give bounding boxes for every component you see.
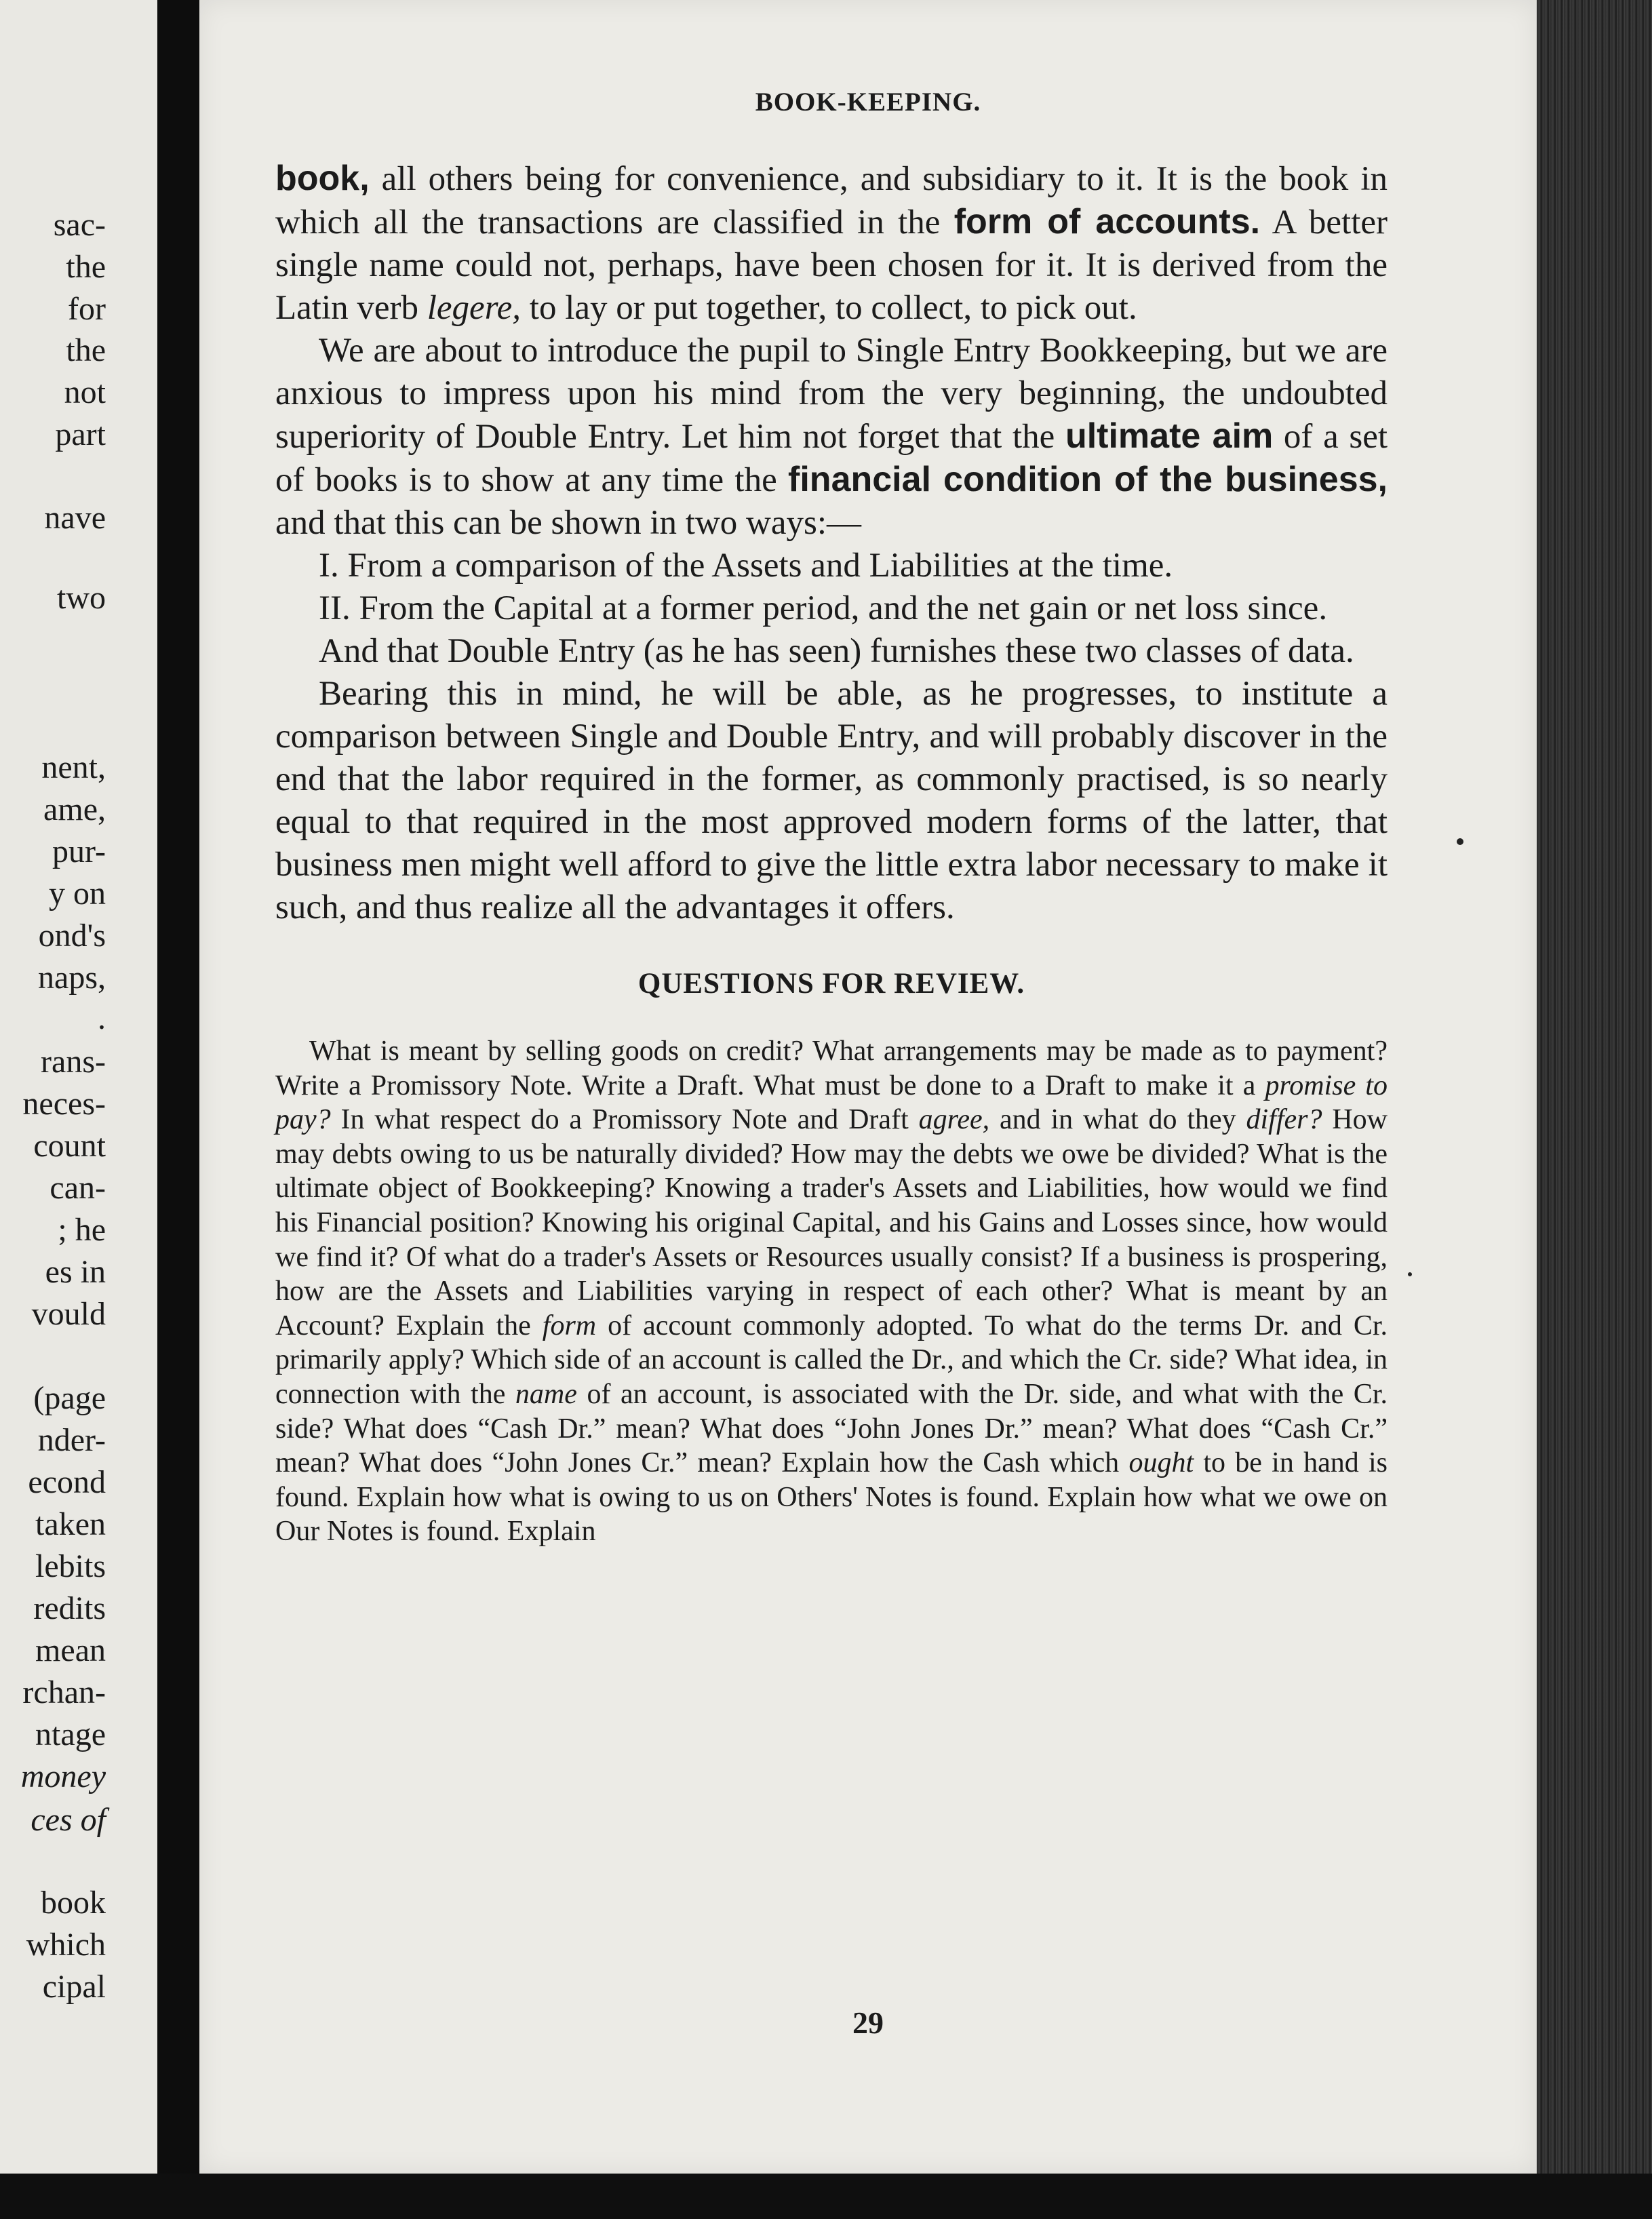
paragraph-2-text-c: and that this can be shown in two ways:—	[275, 504, 862, 542]
body-text	[275, 157, 1388, 1549]
left-page-fragment: rans-	[41, 1044, 106, 1080]
left-page-fragment: sac-	[53, 207, 106, 243]
print-speck	[1457, 838, 1463, 845]
left-page-fragment: nave	[44, 500, 106, 536]
left-page-fragment: neces-	[22, 1086, 106, 1122]
paragraph-2-text-b: of a set of books is to show at any time the	[275, 418, 1388, 499]
questions-text-2: In what respect do a Promissory Note and Draft	[330, 1104, 919, 1136]
questions-italic-2: agree,	[918, 1104, 990, 1136]
questions-text-1: What is meant by selling goods on credit? What arrangements may be made as to payment? Write a Promissory Note. Write a Draft. What must be done to a Draft to make it a	[275, 1036, 1388, 1101]
left-page-fragment: mean	[35, 1632, 106, 1668]
paragraph-1-text-a: all others being for convenience, and subsidiary to it. It is the book in which all the transactions are classified in the	[275, 160, 1388, 241]
questions-text-6: of an account, is associated with the Dr. side, and what with the Cr. side? What does “Cash Dr.” mean? What does “John Jones Dr.” mean? What does “Cash Cr.” mean? What does “John Jones Cr.” mean? Explain how the Cash which	[275, 1378, 1388, 1479]
left-page-fragment: the	[66, 332, 106, 368]
left-page-fragment: ond's	[38, 918, 106, 954]
left-page-fragment: the	[66, 249, 106, 285]
left-page-fragment: ; he	[58, 1212, 106, 1248]
left-page-fragment: money	[20, 1759, 106, 1794]
paragraph-1	[275, 157, 1388, 330]
left-page-fragment: book	[41, 1885, 106, 1921]
left-page-fragment: ame,	[43, 791, 106, 827]
questions-text-3: and in what do they	[989, 1104, 1246, 1136]
paragraph-1-text-b: A better single name could not, perhaps, have been chosen for it. It is derived from the Latin verb	[275, 203, 1388, 327]
left-page-fragment: redits	[33, 1590, 106, 1626]
questions-italic-4: form	[542, 1310, 597, 1341]
left-page-fragment: y on	[49, 876, 106, 911]
paragraph-5: And that Double Entry (as he has seen) furnishes these two classes of data.	[319, 632, 1354, 670]
left-page-fragment: taken	[35, 1506, 106, 1542]
paragraph-2	[275, 330, 1388, 545]
left-page-fragment: cipal	[42, 1969, 106, 2005]
left-page-fragment: pur-	[52, 833, 106, 869]
questions-text-7: to be in hand is found. Explain how what is owing to us on Others' Notes is found. Explain how what we owe on Our Notes is found. Explain	[275, 1447, 1388, 1548]
left-page-fragment: part	[55, 416, 106, 452]
questions-italic-6: ought	[1128, 1447, 1194, 1479]
left-page-fragment: nder-	[37, 1422, 106, 1458]
emphasis-ultimate-aim: ultimate aim	[1065, 416, 1274, 456]
book-page-edges	[1537, 0, 1652, 2219]
left-page-fragment: can-	[50, 1170, 106, 1206]
left-page-fragment: ntage	[35, 1716, 106, 1752]
paragraph-1-text-c: to lay or put together, to collect, to pick out.	[521, 289, 1137, 327]
emphasis-form-of-accounts: form of accounts.	[953, 202, 1261, 241]
main-page	[199, 0, 1537, 2174]
left-page-fragment: vould	[31, 1296, 106, 1332]
questions-text-5: of account commonly adopted. To what do the terms Dr. and Cr. primarily apply? Which side of an account is called the Dr., and which the Cr. side? What idea, in connection with the	[275, 1310, 1388, 1410]
left-page-fragment: nent,	[41, 749, 106, 785]
lead-word: book,	[275, 159, 370, 198]
running-head: BOOK-KEEPING.	[755, 87, 981, 117]
left-page-fragment: naps,	[38, 960, 106, 996]
left-page-fragment: count	[33, 1128, 106, 1164]
questions-text-4: How may debts owing to us be naturally divided? How may the debts we owe be divided? What is the ultimate object of Bookkeeping? Knowing a trader's Assets and Liabilities, how would we find his Financial position? Knowing his original Capital, and his Gains and Losses since, how would we find it? Of what do a trader's Assets or Resources usually consist? If a business is prospering, how are the Assets and Liabilities varying in respect of each other? What is meant by an Account? Explain the	[275, 1104, 1388, 1341]
questions-italic-1: promise to pay?	[275, 1069, 1388, 1136]
left-page-fragment: .	[98, 1000, 106, 1036]
paragraph-2-text-a: We are about to introduce the pupil to Single Entry Bookkeeping, but we are anxious to impress upon his mind from the very beginning, the undoubted superiority of Double Entry. Let him not forget that the	[275, 332, 1388, 456]
scan-bottom-border	[0, 2174, 1652, 2219]
emphasis-financial-condition: financial condition of the business,	[788, 460, 1388, 499]
left-page-fragment: ces of	[31, 1802, 106, 1838]
paragraph-6: Bearing this in mind, he will be able, as he progresses, to institute a comparison between Single and Double Entry, and will probably discover in the end that the labor required in the former, as commonly practised, is so nearly equal to that required in the most approved modern forms of the latter, that business men might well afford to give the little extra labor necessary to make it such, and thus realize all the advantages it offers.	[275, 675, 1388, 926]
questions-italic-5: name	[515, 1378, 577, 1410]
left-page-fragment: econd	[28, 1464, 106, 1500]
book-gutter	[157, 0, 199, 2219]
page-number: 29	[852, 2005, 884, 2040]
print-speck	[1408, 1272, 1412, 1276]
left-page-fragment: lebits	[35, 1548, 106, 1584]
left-page-fragment: rchan-	[22, 1674, 106, 1710]
review-heading: QUESTIONS FOR REVIEW.	[637, 968, 1025, 1000]
left-page-fragment: which	[26, 1927, 106, 1963]
paragraph-4: II. From the Capital at a former period, and the net gain or net loss since.	[319, 589, 1328, 627]
left-page-strip	[0, 0, 157, 2174]
left-page-fragment: two	[57, 580, 106, 616]
left-page-fragment: for	[68, 291, 106, 327]
questions-italic-3: differ?	[1246, 1104, 1322, 1136]
left-page-fragment: es in	[45, 1254, 106, 1290]
review-questions	[275, 1034, 1388, 1549]
paragraph-3: I. From a comparison of the Assets and Liabilities at the time.	[319, 547, 1173, 585]
left-page-fragment: (page	[33, 1380, 106, 1416]
italic-legere: legere,	[427, 289, 522, 327]
left-page-fragment: not	[64, 374, 106, 410]
